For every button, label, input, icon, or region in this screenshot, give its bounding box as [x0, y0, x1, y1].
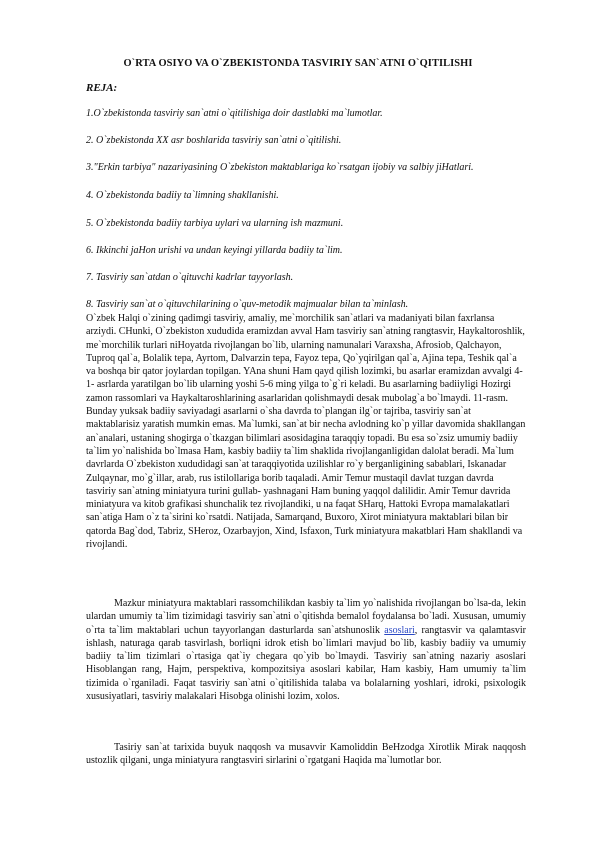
plan-item-5: 5. O`zbekistonda badiiy tarbiya uylari va ularning ish mazmuni.	[86, 218, 344, 229]
body-paragraph-3: Tasiriy san`at tarixida buyuk naqqosh va musavvir Kamoliddin BeHzodga Xirotlik Mirak naqqosh ustozlik qilgani, unga miniatyura rangtasviri sirlarini o`rgatgani Haqida ma`lumotlar bor.	[86, 742, 526, 767]
body-paragraph-1: O`zbek Halqi o`zining qadimgi tasviriy, amaliy, me`morchilik san`atlari va madaniyati bilan faxrlansa arziydi. CHunki, O`zbekiston xududida eramizdan avval Ham tasviriy san`atning rangtasvir, Haykaltoroshlik, me`morchilik turlari niHoyatda rivojlangan bo`lib, ularning namunalari Varaxsha, Afrosiob, Qalchayon, Tuproq qal`a, Bolalik tepa, Ayrtom, Dalvarzin tepa, Fayoz tepa, Qo`yqirilgan qal`a, Ajina tepa, Teshik qal`a va boshqa bir qator joylardan topilgan. YAna shuni Ham qayd qilish lozimki, bu asarlar eramizdan avvalgi 4-1- asrlarda yaratilgan bo`lib ularning yoshi 5-6 ming yilga to`g`ri keladi. Bu asarlarning badiiyligi Hozirgi zamon rassomlari va Haykaltaroshlarining asarlaridan qolishmaydi desak mubolag`a bo`lmaydi. 11-rasm. Bunday yuksak badiiy saviyadagi asarlarni o`sha davrda to`plangan ilg`or tajriba, tasviriy san`at maktablarisiz yaratish mumkin emas. Ma`lumki, san`at bir necha avlodning ko`p yillar davomida shakllangan an`analari, ustaning shogirga o`tkazgan bilimlari asosidagina taraqqiy topadi. Bu esa so`zsiz umumiy badiiy ta`lim yo`nalishida bo`lmasa Ham, kasbiy badiiy ta`lim shaklida rivojlanganligidan dalolat beradi. Ma`lum davrlarda O`zbekiston xududidagi san`at taraqqiyotida uzilishlar ro`y berganligining sabablari, Iskanadar Zulqaynar, mo`g`illar, arab, rus istilollariga borib taqaladi. Amir Temur mustaqil davlat tuzgan davrda tasviriy san`atning miniatyura turini gullab- yashnagani Ham buning yaqqol dalilidir. Amir Temur davrida miniatyura va kitob grafikasi shunchalik tez rivojlandiki, u na faqat SHarq, Hattoki Evropa mamalakatlari san`atiga Ham o`z ta`sirini ko`rsatdi. Natijada, Samarqand, Buxoro, Xirot miniatyura maktablari bilan bir qatorda Bag`dod, Tabriz, SHeroz, Ozarbayjon, Xind, Isfaxon, Turk miniatyura makatblari Ham shakllandi va rivojlandi.	[86, 313, 526, 551]
plan-item-2: 2. O`zbekistonda XX asr boshlarida tasviriy san`atni o`qitilishi.	[86, 135, 342, 146]
body-paragraph-2	[86, 597, 526, 703]
plan-item-8: 8. Tasviriy san`at o`qituvchilarining o`quv-metodik majmualar bilan ta`minlash.	[86, 299, 409, 310]
asoslari-link[interactable]: asoslari	[384, 624, 415, 636]
paragraph-2-text-a: Mazkur miniatyura maktablari rassomchilikdan kasbiy ta`lim yo`nalishida rivojlangan bo`lsa-da, lekin ulardan umumiy ta`lim tizimidagi tasviriy san`atni o`qitishda bemalol foydalansa bo`ladi. Xususan, umumiy o`rta ta`lim maktablari uchun tayyorlangan dasturlarda san`atshunoslik	[86, 598, 526, 636]
paragraph-2-text-b: , rangtasvir va qalamtasvir ishlash, naturaga qarab tasvirlash, borliqni idrok etish bo`limlari mavjud bo`lib, kasbiy badiiy va umumiy badiiy ta`lim tizimlari o`rtasiga qat`iy chegara qo`yib bo`lmaydi. Tasviriy san`atning nazariy asoslari Hisoblangan rang, Hajm, perspektiva, kompozitsiya asoslari kabilar, Ham kasbiy, Ham umumiy ta`lim tizimida o`rganiladi. Faqat tasviriy san`atni o`qitilishida talaba va bolalarning yoshlari, idroki, psixologik xususiyatlari, tasviriy malakalari Hisobga olinishi lozim, xolos.	[86, 624, 526, 703]
document-title: O`RTA OSIYO VA O`ZBEKISTONDA TASVIRIY SAN`ATNI O`QITILISHI	[123, 58, 473, 69]
plan-item-7: 7. Tasviriy san`atdan o`qituvchi kadrlar tayyorlash.	[86, 272, 294, 283]
plan-item-6: 6. Ikkinchi jaHon urishi va undan keyingi yillarda badiiy ta`lim.	[86, 245, 343, 256]
plan-item-3: 3."Erkin tarbiya" nazariyasining O`zbekiston maktablariga ko`rsatgan ijobiy va salbiy jiHatlari.	[86, 162, 474, 173]
plan-item-1: 1.O`zbekistonda tasviriy san`atni o`qitilishiga doir dastlabki ma`lumotlar.	[86, 108, 383, 119]
plan-item-4: 4. O`zbekistonda badiiy ta`limning shakllanishi.	[86, 190, 279, 201]
plan-heading: REJA:	[86, 82, 118, 94]
